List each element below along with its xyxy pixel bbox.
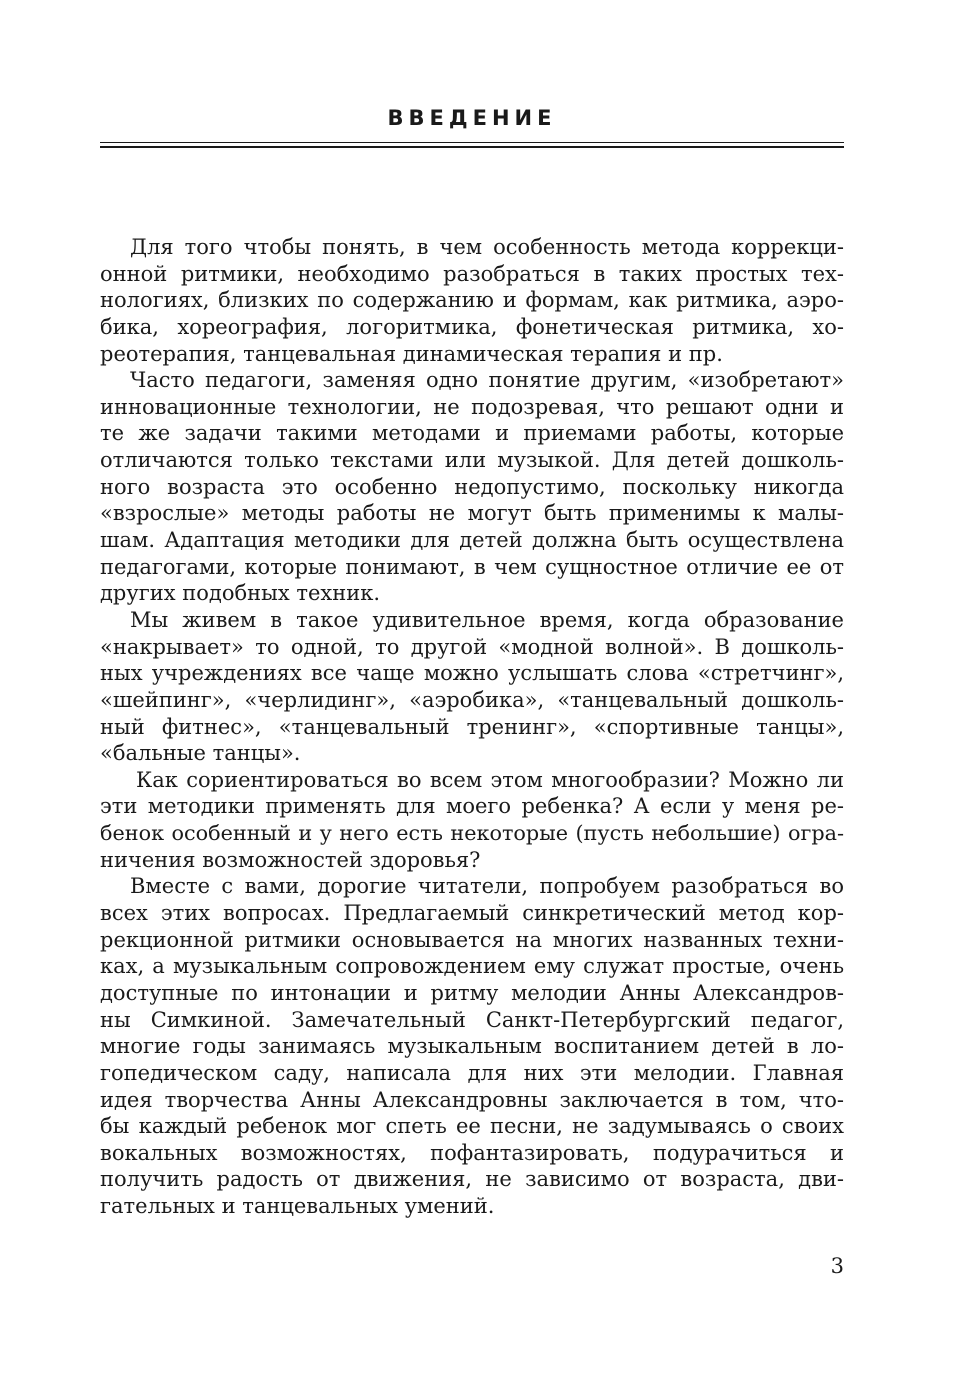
text-line: бенок особенный и у него есть некоторые (пусть небольшие) огра-: [100, 821, 844, 846]
text-line: бика, хореография, логоритмика, фонетическая ритмика, хо-: [100, 314, 844, 339]
text-line: шам. Адаптация методики для детей должна быть осуществлена: [100, 528, 844, 553]
text-line: Часто педагоги, заменяя одно понятие другим, «изобретают»: [130, 368, 844, 393]
text-line: получить радость от движения, не зависимо от возраста, дви-: [100, 1167, 844, 1192]
text-line: онной ритмики, необходимо разобраться в таких простых тех-: [100, 261, 844, 286]
text-line: Для того чтобы понять, в чем особенность метода коррекци-: [130, 235, 844, 259]
text-line: эти методики применять для моего ребенка? А если у меня ре-: [100, 794, 844, 819]
text-line: вокальных возможностях, пофантазировать, подурачиться и: [100, 1140, 844, 1165]
text-line: отличаются только текстами или музыкой. Для детей дошколь-: [100, 448, 844, 473]
text-line: «накрывает» то одной, то другой «модной волной». В дошколь-: [100, 634, 844, 659]
text-line: те же задачи такими методами и приемами работы, которые: [100, 421, 844, 446]
text-line: нологиях, близких по содержанию и формам, как ритмика, аэро-: [100, 288, 844, 313]
text-line: многие годы занимаясь музыкальным воспитанием детей в ло-: [100, 1034, 844, 1059]
page-number: 3: [830, 1254, 844, 1278]
text-line: инновационные технологии, не подозревая, что решают одни и: [100, 394, 844, 419]
text-line: ках, а музыкальным сопровождением ему служат простые, очень: [100, 954, 844, 979]
text-line: Как сориентироваться во всем этом многообразии? Можно ли: [136, 767, 844, 792]
text-line: рекционной ритмики основывается на многих названных техни-: [100, 927, 844, 952]
text-line: бы каждый ребенок мог спеть ее песни, не задумываясь о своих: [100, 1114, 844, 1139]
text-line: «бальные танцы».: [100, 741, 301, 766]
title-rule-thin: [100, 142, 844, 143]
text-line: ный фитнес», «танцевальный тренинг», «спортивные танцы»,: [100, 714, 844, 739]
text-line: Вместе с вами, дорогие читатели, попробуем разобраться во: [130, 874, 844, 899]
text-line: идея творчества Анны Александровны заключается в том, что-: [100, 1087, 844, 1112]
text-line: доступные по интонации и ритму мелодии Анны Александров-: [100, 980, 844, 1005]
text-line: ного возраста это особенно недопустимо, поскольку никогда: [100, 474, 844, 499]
body-text: [100, 234, 844, 1220]
title-rule-thick: [100, 146, 844, 148]
text-line: педагогами, которые понимают, в чем сущностное отличие ее от: [100, 554, 844, 579]
text-line: всех этих вопросах. Предлагаемый синкретический метод кор-: [100, 901, 844, 926]
text-line: других подобных техник.: [100, 581, 381, 606]
text-line: ничения возможностей здоровья?: [100, 847, 481, 872]
chapter-title: ВВЕДЕНИЕ: [387, 106, 557, 130]
text-line: «взрослые» методы работы не могут быть применимы к малы-: [100, 501, 844, 526]
text-line: ны Симкиной. Замечательный Санкт-Петербургский педагог,: [100, 1007, 844, 1032]
text-line: реотерапия, танцевальная динамическая терапия и пр.: [100, 341, 723, 366]
text-line: ных учреждениях все чаще можно услышать слова «стретчинг»,: [100, 661, 844, 686]
text-line: гательных и танцевальных умений.: [100, 1194, 495, 1219]
text-line: гопедическом саду, написала для них эти мелодии. Главная: [100, 1060, 844, 1085]
text-line: Мы живем в такое удивительное время, когда образование: [130, 607, 844, 632]
text-line: «шейпинг», «черлидинг», «аэробика», «танцевальный дошколь-: [100, 687, 844, 712]
